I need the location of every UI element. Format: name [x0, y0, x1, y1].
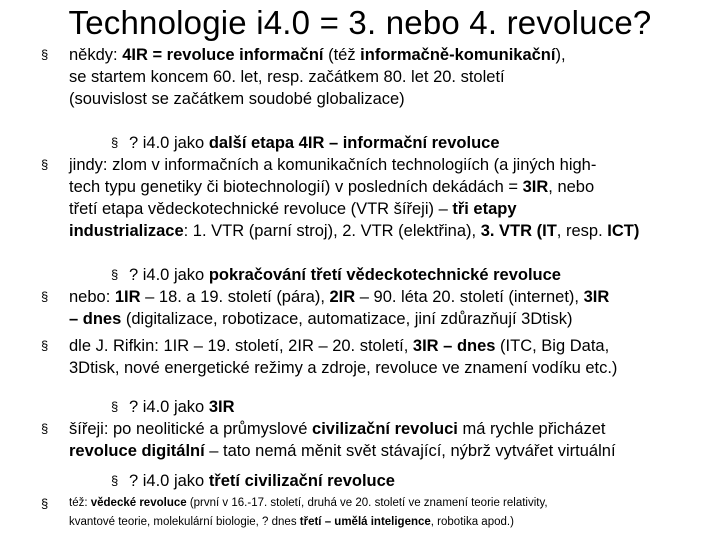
text-run: 3Dtisk, nové energetické režimy a zdroje, revoluce ve znamení vodíku etc.): [69, 359, 618, 377]
text-run: ? i4.0 jako: [129, 266, 209, 284]
bold-text: třetí – umělá inteligence: [299, 516, 431, 528]
text-line: [69, 66, 714, 88]
text-line: [69, 198, 714, 220]
text-line: [69, 418, 714, 440]
text-run: , robotika apod.): [430, 516, 514, 528]
bullet-marker-icon: §: [41, 421, 49, 436]
text-run: šířeji: po neolitické a průmyslové: [69, 420, 313, 438]
text-run: se startem koncem 60. let, resp. začátkem 80. let 20. století: [69, 68, 505, 86]
text-run: též:: [69, 497, 91, 509]
text-line: [129, 470, 709, 492]
bold-text: informačně-komunikační: [360, 46, 556, 64]
text-run: dle J. Rifkin: 1IR – 19. století, 2IR – 20. století,: [69, 337, 413, 355]
text-line: [69, 335, 714, 357]
text-run: ),: [555, 46, 566, 64]
bold-text: 2IR: [329, 288, 356, 306]
bold-text: – dnes: [69, 310, 122, 328]
bold-text: 3IR: [522, 178, 549, 196]
bold-text: 3IR: [208, 398, 235, 416]
text-line: [69, 494, 714, 513]
bold-text: pokračování třetí vědeckotechnické revoluce: [208, 266, 561, 284]
bold-text: revoluce digitální: [69, 442, 205, 460]
text-run: , resp.: [556, 222, 608, 240]
bullet-marker-icon: §: [41, 289, 49, 304]
bold-text: 1IR: [114, 288, 141, 306]
text-line: [69, 440, 714, 462]
text-run: třetí etapa vědeckotechnické revoluce (VTR šířeji) –: [69, 200, 453, 218]
text-line: [69, 88, 714, 110]
text-run: jindy: zlom v informačních a komunikačních technologiích (a jiných high-: [69, 156, 597, 174]
bold-text: 4IR = revoluce informační: [122, 46, 324, 64]
bullet-text: [69, 154, 714, 242]
bullet-text: [129, 470, 709, 492]
bullet-marker-icon: §: [41, 338, 49, 353]
bullet-text: [69, 494, 714, 532]
bullet-text: [69, 286, 714, 330]
bullet-marker-icon: §: [111, 399, 119, 414]
bold-text: tři etapy: [452, 200, 517, 218]
text-line: [69, 357, 714, 379]
bullet-text: [129, 132, 709, 154]
text-run: (ITC, Big Data,: [495, 337, 610, 355]
text-run: ? i4.0 jako: [129, 472, 209, 490]
slide-title: Technologie i4.0 = 3. nebo 4. revoluce?: [68, 4, 652, 41]
text-run: – 90. léta 20. století (internet),: [355, 288, 584, 306]
bullet-text: [69, 335, 714, 379]
text-line: [69, 286, 714, 308]
text-run: kvantové teorie, molekulární biologie, ? dnes: [69, 516, 300, 528]
bullet-text: [129, 396, 709, 418]
text-line: [69, 154, 714, 176]
text-run: , nebo: [548, 178, 595, 196]
bullet-marker-icon: §: [41, 496, 49, 511]
text-run: (souvislost se začátkem soudobé globalizace): [69, 90, 405, 108]
text-run: má rychle přicházet: [457, 420, 606, 438]
text-run: ? i4.0 jako: [129, 134, 209, 152]
bullet-marker-icon: §: [111, 473, 119, 488]
text-line: [129, 396, 709, 418]
text-run: : 1. VTR (parní stroj), 2. VTR (elektřina),: [183, 222, 481, 240]
bold-text: 3. VTR (IT: [480, 222, 557, 240]
text-run: – tato nemá měnit svět stávající, nýbrž vytvářet virtuální: [204, 442, 616, 460]
bullet-text: [69, 418, 714, 462]
text-run: (první v 16.-17. století, druhá ve 20. století ve znamení teorie relativity,: [186, 497, 548, 509]
text-line: [69, 176, 714, 198]
text-run: ? i4.0 jako: [129, 398, 209, 416]
bold-text: další etapa 4IR – informační revoluce: [208, 134, 500, 152]
text-line: [129, 264, 709, 286]
text-run: – 18. a 19. století (pára),: [140, 288, 330, 306]
bullet-marker-icon: §: [41, 47, 49, 62]
text-line: [69, 513, 714, 532]
bullet-marker-icon: §: [111, 267, 119, 282]
bullet-text: [129, 264, 709, 286]
text-run: nebo:: [69, 288, 115, 306]
bold-text: ICT): [607, 222, 640, 240]
text-run: (též: [323, 46, 361, 64]
bullet-marker-icon: §: [41, 157, 49, 172]
text-line: [69, 308, 714, 330]
bold-text: 3IR – dnes: [412, 337, 496, 355]
text-run: (digitalizace, robotizace, automatizace, jiní zdůrazňují 3Dtisk): [121, 310, 573, 328]
text-line: [69, 44, 714, 66]
text-line: [129, 132, 709, 154]
bold-text: vědecké revoluce: [90, 497, 187, 509]
bold-text: civilizační revoluci: [312, 420, 458, 438]
bullet-marker-icon: §: [111, 135, 119, 150]
bold-text: třetí civilizační revoluce: [208, 472, 395, 490]
bold-text: industrializace: [69, 222, 184, 240]
bullet-text: [69, 44, 714, 110]
text-run: někdy:: [69, 46, 123, 64]
text-line: [69, 220, 714, 242]
bold-text: 3IR: [583, 288, 610, 306]
text-run: tech typu genetiky či biotechnologií) v posledních dekádách =: [69, 178, 523, 196]
